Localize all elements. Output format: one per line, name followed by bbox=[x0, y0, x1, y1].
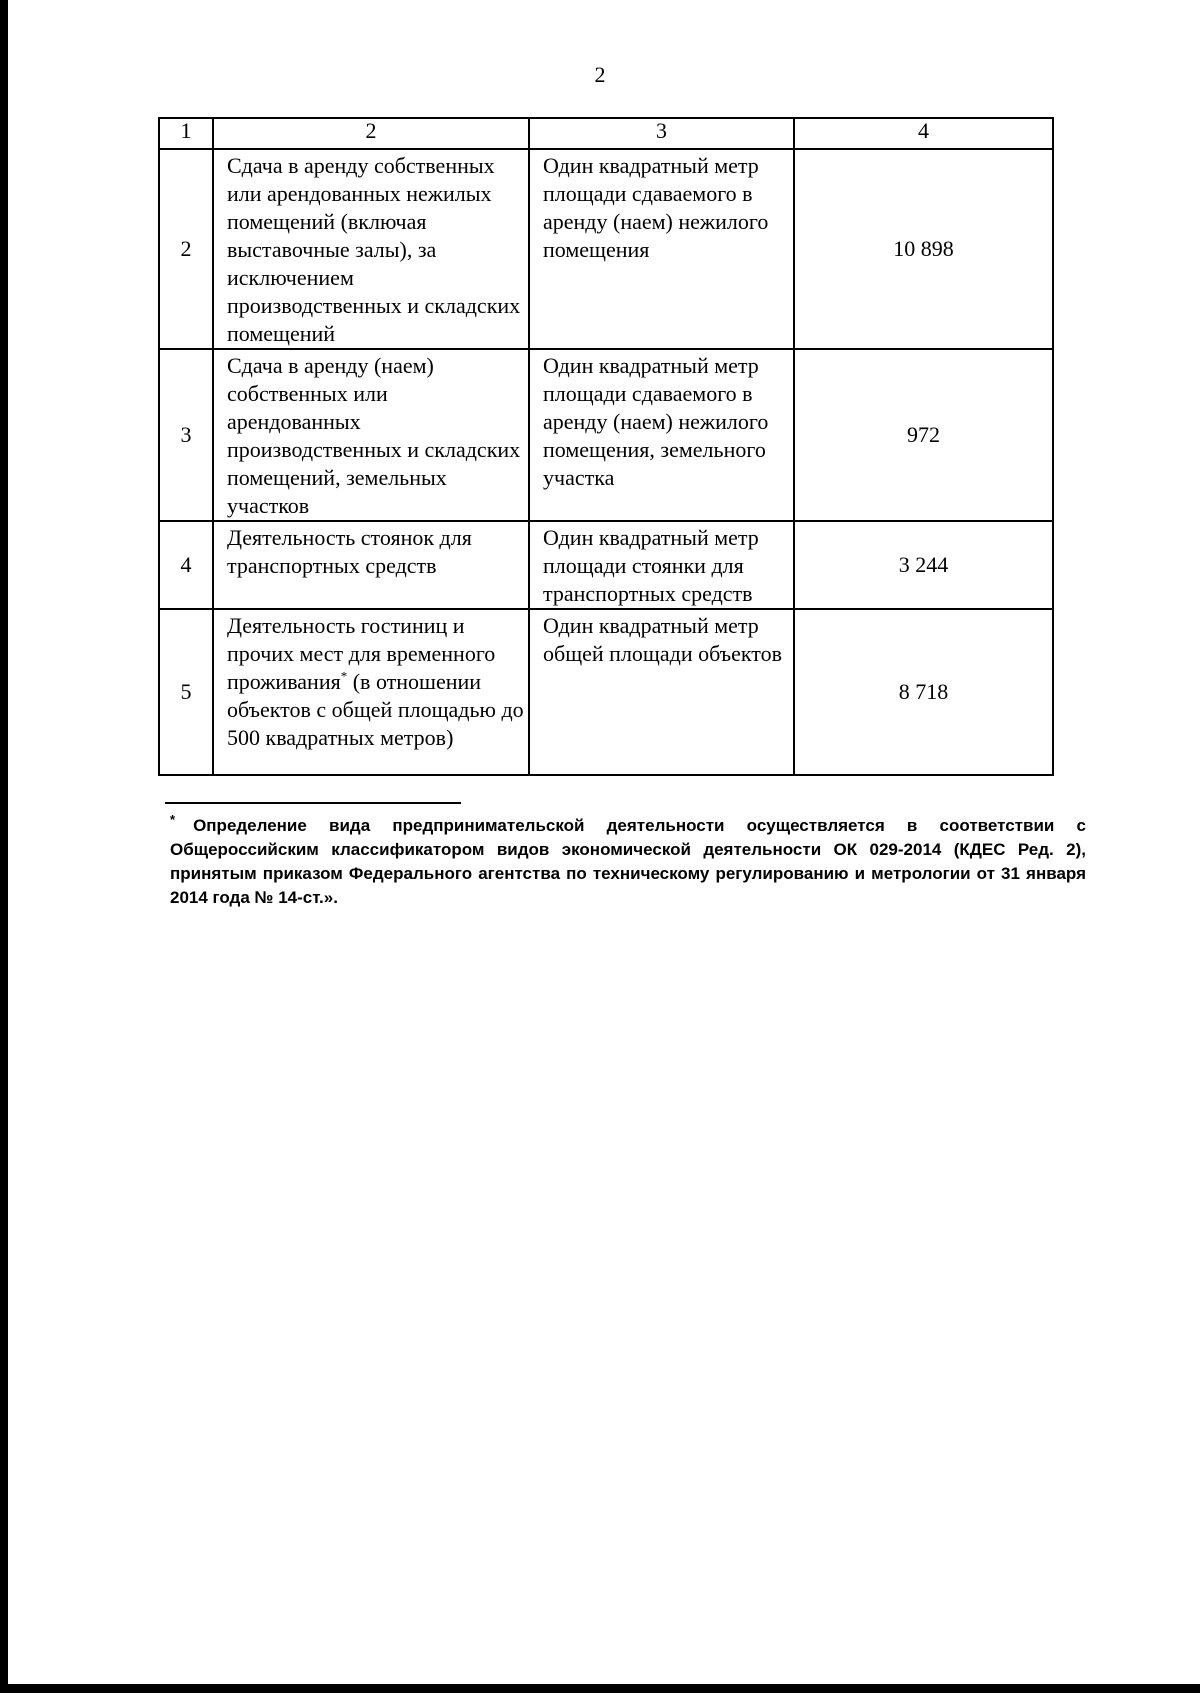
activity-text: Деятельность стоянок для транспортных средств bbox=[227, 525, 472, 578]
table-header-row bbox=[159, 118, 1053, 149]
unit-cell: Один квадратный метр площади стоянки для транспортных средств bbox=[529, 521, 794, 609]
footnote-mark: * bbox=[170, 812, 176, 828]
activity-cell bbox=[213, 349, 529, 521]
tariff-table bbox=[158, 117, 1054, 776]
table-row bbox=[159, 521, 1053, 609]
row-number: 4 bbox=[159, 521, 213, 609]
row-number: 2 bbox=[159, 149, 213, 349]
value-cell: 3 244 bbox=[794, 521, 1053, 609]
unit-cell: Один квадратный метр площади сдаваемого в аренду (наем) нежилого помещения, земельного участка bbox=[529, 349, 794, 521]
footnote-reference-mark: * bbox=[340, 668, 348, 684]
footnote bbox=[170, 814, 1086, 910]
activity-cell bbox=[213, 521, 529, 609]
unit-cell: Один квадратный метр площади сдаваемого в аренду (наем) нежилого помещения bbox=[529, 149, 794, 349]
scan-border-left bbox=[0, 0, 8, 1693]
row-number: 3 bbox=[159, 349, 213, 521]
header-cell: 2 bbox=[213, 118, 529, 149]
activity-text: Сдача в аренду (наем) собственных или арендованных производственных и складских помещений, земельных участков bbox=[227, 353, 521, 518]
table-row bbox=[159, 349, 1053, 521]
value-cell: 8 718 bbox=[794, 609, 1053, 775]
footnote-text: Определение вида предпринимательской деятельности осуществляется в соответствии с Общероссийским классификатором видов экономической деятельности ОК 029-2014 (КДЕС Ред. 2), принятым приказом Федерального агентства по техническому регулированию и метрологии от 31 января 2014 года № 14-ст.». bbox=[170, 816, 1086, 907]
header-cell: 3 bbox=[529, 118, 794, 149]
header-cell: 1 bbox=[159, 118, 213, 149]
scan-border-bottom bbox=[0, 1684, 1200, 1693]
activity-cell bbox=[213, 609, 529, 775]
activity-cell bbox=[213, 149, 529, 349]
activity-text-tail: (в отношении объектов с общей площадью до 500 квадратных метров) bbox=[227, 669, 524, 750]
table-row bbox=[159, 609, 1053, 775]
footnote-divider bbox=[165, 802, 461, 804]
value-cell: 10 898 bbox=[794, 149, 1053, 349]
row-number: 5 bbox=[159, 609, 213, 775]
unit-cell: Один квадратный метр общей площади объектов bbox=[529, 609, 794, 775]
page-number: 2 bbox=[594, 62, 606, 87]
activity-text: Сдача в аренду собственных или арендованных нежилых помещений (включая выставочные залы), за исключением производственных и складских помещений bbox=[227, 153, 521, 346]
table-row bbox=[159, 149, 1053, 349]
header-cell: 4 bbox=[794, 118, 1053, 149]
activity-text: Деятельность гостиниц и прочих мест для временного проживания bbox=[227, 613, 496, 694]
value-cell: 972 bbox=[794, 349, 1053, 521]
